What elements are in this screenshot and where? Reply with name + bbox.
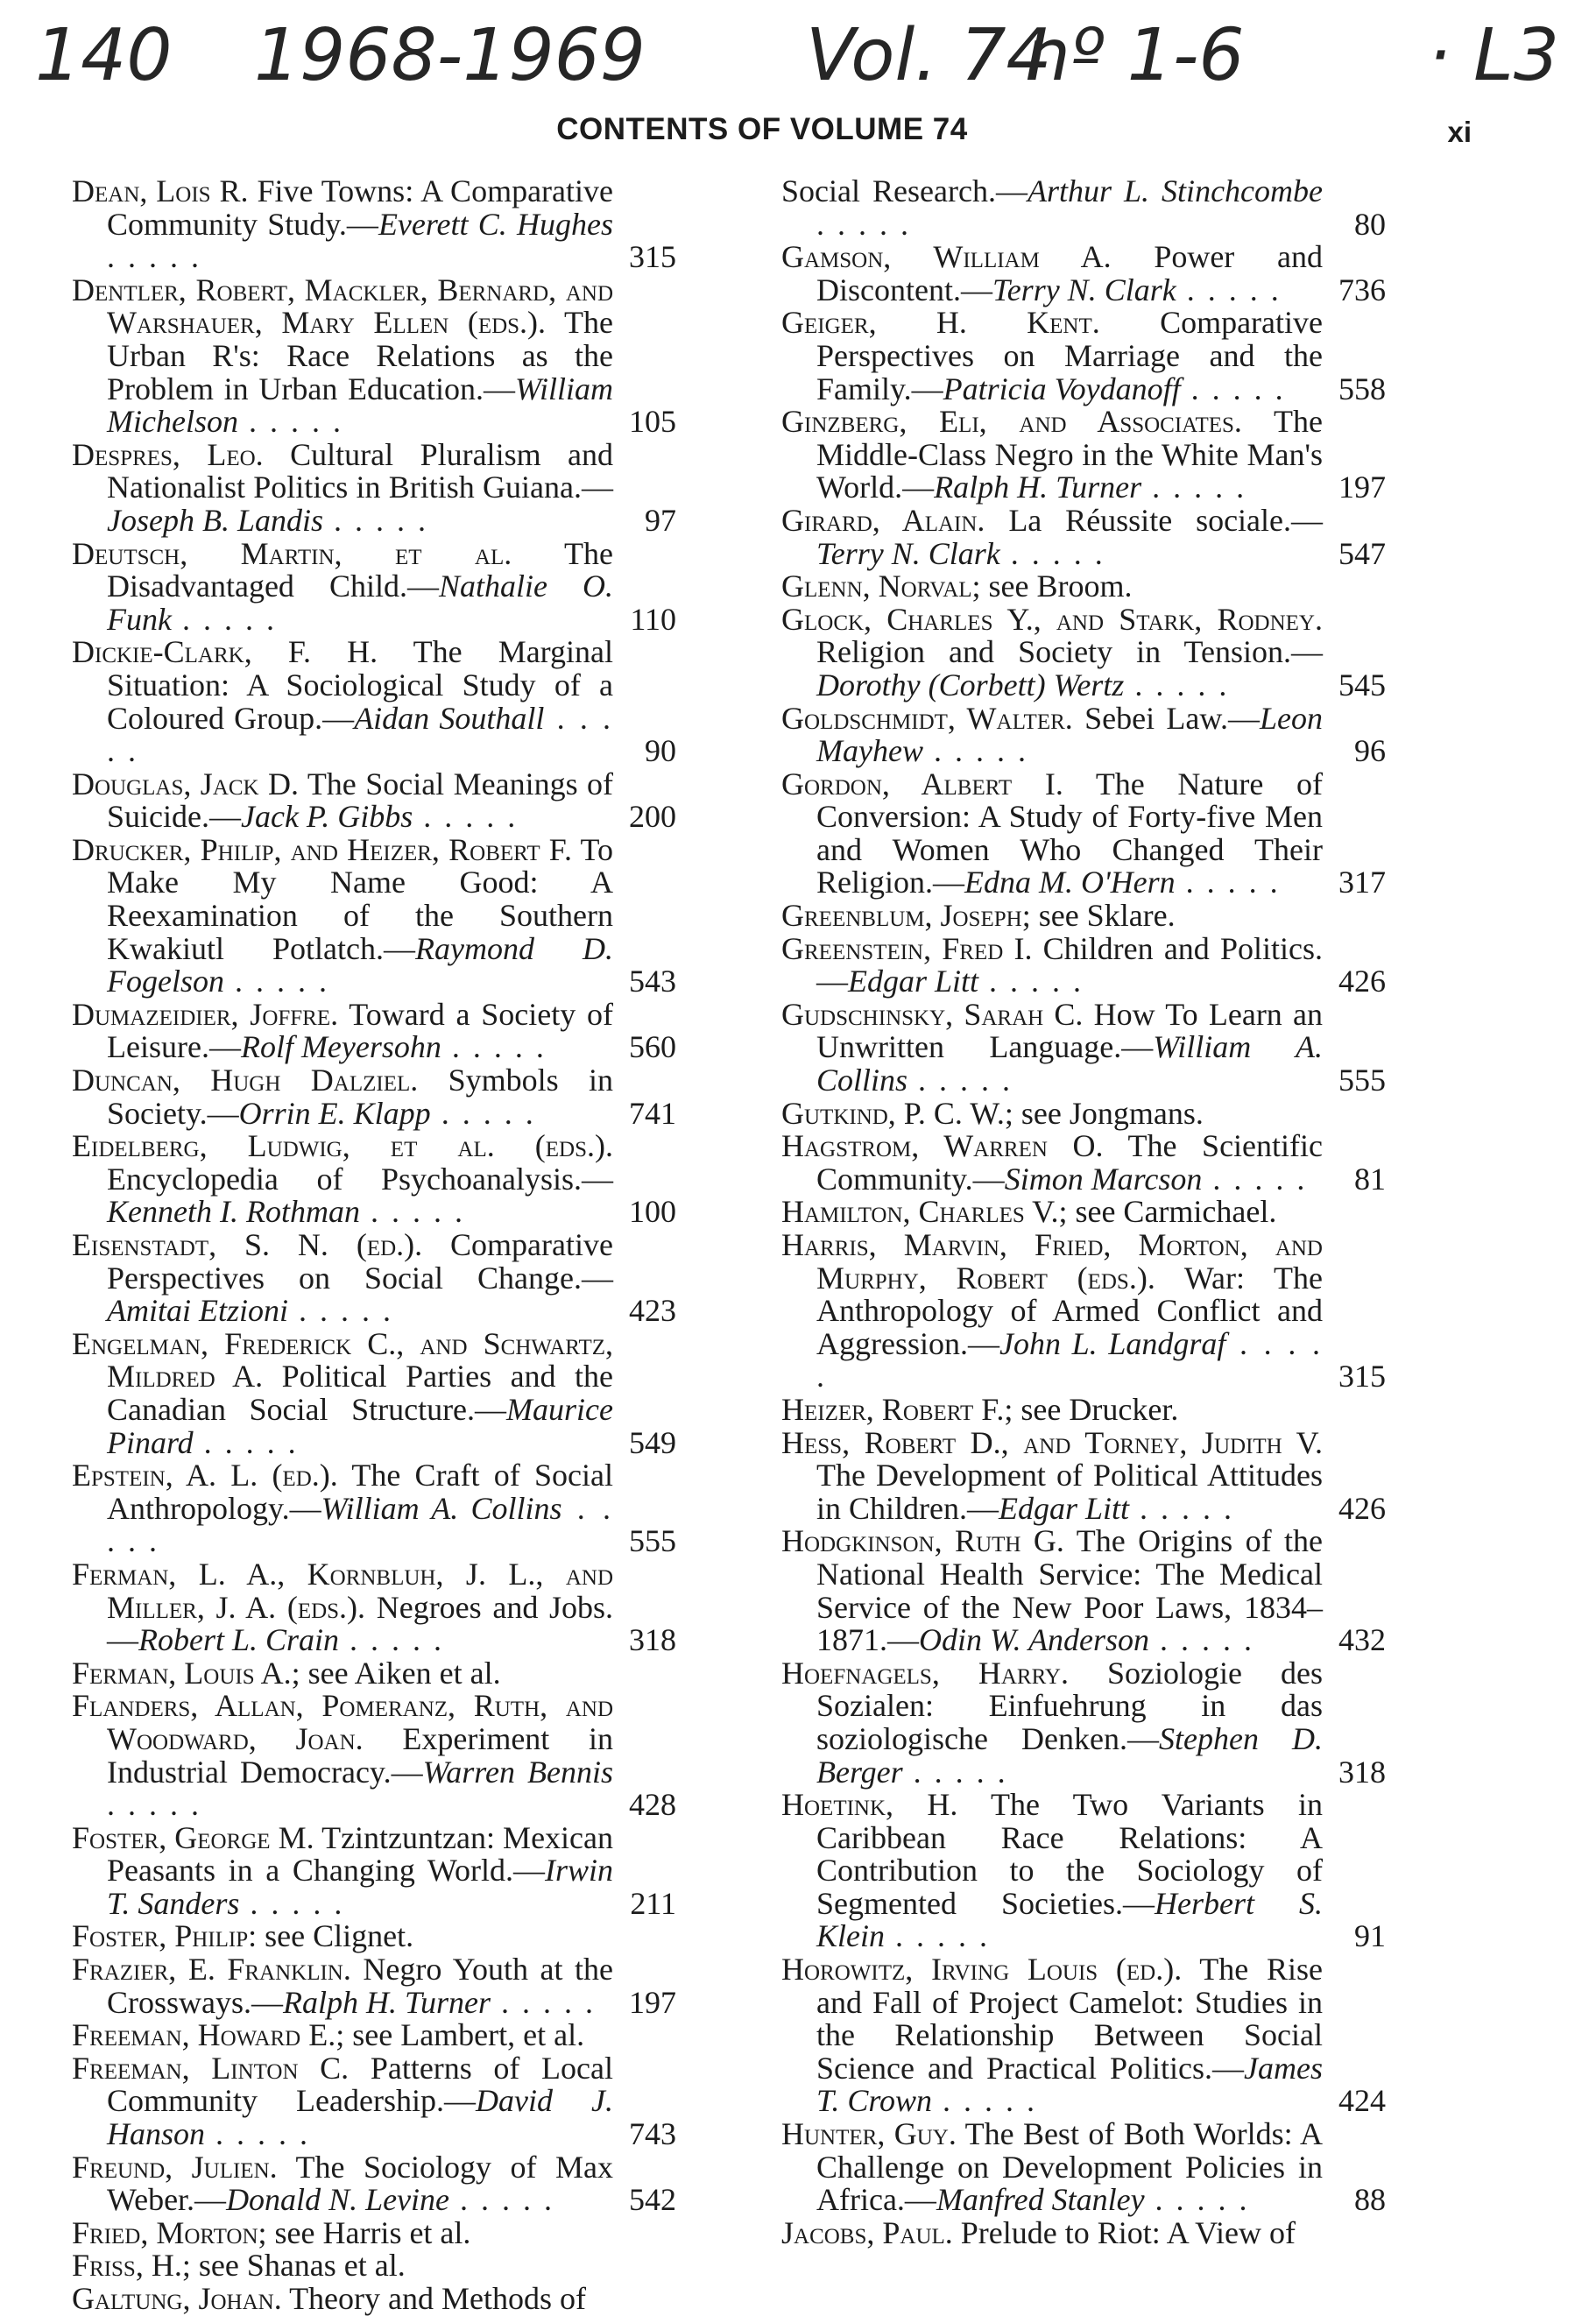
dot-leader: . . . . .: [449, 2182, 555, 2218]
entry-page-number: 424: [1338, 2083, 1386, 2119]
dot-leader: . . . . .: [239, 1885, 345, 1921]
entry-author: Heizer, Robert F.;: [781, 1391, 1013, 1427]
entry-title: Political Parties and the Canadian Social Structure.—: [107, 1359, 614, 1427]
entry-title: The Origins of the National Health Service: The Medical Service of the New Poor Laws, 1834–1871.—: [816, 1523, 1324, 1658]
entry-reviewer: Donald N. Levine: [226, 2182, 450, 2218]
entry-title: Five Towns: A Comparative Community Study.—: [107, 173, 613, 242]
entry-page-number: 105: [629, 404, 676, 440]
entry-reviewer: Aidan Southall: [354, 700, 545, 736]
dot-leader: . . . . .: [816, 1325, 1323, 1395]
entry-reviewer: Arthur L. Stinchcombe: [1027, 173, 1323, 208]
handwritten-note-years: 1968-1969: [254, 14, 646, 97]
entry-reviewer: Leon Mayhew: [816, 700, 1324, 769]
entry-author: Goldschmidt, Walter.: [781, 700, 1073, 736]
dot-leader: . . . . .: [999, 535, 1105, 571]
entry-author: Harris, Marvin, Fried, Morton, and Murphy, Robert (eds.).: [781, 1227, 1323, 1296]
entry-title: Toward a Society of Leisure.—: [107, 996, 613, 1065]
entry-author: Hagstrom, Warren O.: [781, 1128, 1104, 1164]
entry-author: Greenblum, Joseph;: [781, 898, 1031, 934]
dot-leader: . . . . .: [441, 1029, 547, 1065]
page-header: [70, 112, 1472, 156]
handwritten-note-code: · L3: [1428, 14, 1559, 97]
dot-leader: . . . . .: [193, 1424, 299, 1460]
index-entry: [781, 1229, 1386, 1394]
entry-author: Hoetink, H.: [781, 1787, 958, 1823]
dot-leader: . . . . .: [1180, 371, 1286, 406]
entry-reviewer: Amitai Etzioni: [107, 1293, 288, 1329]
entry-reviewer: James T. Crown: [816, 2050, 1323, 2119]
dot-leader: . . . . .: [288, 1293, 393, 1329]
entry-title: see Harris et al.: [274, 2214, 471, 2250]
index-entry: [72, 1690, 676, 1821]
entry-author: Ferman, L. A., Kornbluh, J. L., and Miller, J. A. (eds.).: [72, 1556, 613, 1625]
entry-author: Deutsch, Martin, et al.: [72, 535, 512, 571]
dot-leader: . . . . .: [237, 404, 343, 440]
entry-page-number: 432: [1338, 1622, 1386, 1658]
dot-leader: . . . . .: [223, 964, 329, 999]
entry-reviewer: Robert L. Crain: [138, 1622, 340, 1658]
index-entry: [72, 636, 676, 767]
entry-author: Friss, H.;: [72, 2248, 191, 2284]
index-entry: [72, 436, 676, 538]
entry-author: Glenn, Norval;: [781, 568, 981, 604]
entry-page-number: 90: [645, 733, 676, 769]
entry-title: To Make My Name Good: A Reexamination of the Southern Kwakiutl Potlatch.—: [107, 831, 614, 966]
entry-title: The Sociology of Max Weber.—: [107, 2149, 614, 2218]
entry-author: Hoefnagels, Harry.: [781, 1655, 1069, 1691]
entry-page-number: 315: [629, 239, 676, 275]
index-entry: [781, 241, 1386, 307]
index-entry: [781, 2214, 1386, 2250]
entry-author: Drucker, Philip, and Heizer, Robert F.: [72, 831, 572, 867]
entry-title: Negro Youth at the Crossways.—: [107, 1952, 614, 2020]
index-entry: [72, 768, 676, 834]
index-entry: [72, 1229, 676, 1328]
entry-author: Geiger, H. Kent.: [781, 305, 1100, 341]
entry-reviewer: Ralph H. Turner: [283, 1984, 491, 2020]
entry-title: The Middle-Class Negro in the White Man's World.—: [816, 404, 1323, 505]
entry-author: Gutkind, P. C. W.;: [781, 1095, 1013, 1131]
entry-reviewer: Jack P. Gibbs: [240, 799, 413, 835]
dot-leader: . . . . .: [107, 1490, 613, 1559]
entry-page-number: 428: [629, 1787, 676, 1823]
entry-author: Galtung, Johan.: [72, 2281, 282, 2316]
dot-leader: . . . . .: [1124, 667, 1230, 703]
entry-author: Hunter, Guy.: [781, 2116, 957, 2152]
entry-author: Eidelberg, Ludwig, et al. (eds.).: [72, 1128, 613, 1164]
entry-page-number: 200: [629, 799, 676, 835]
entry-title: The Nature of Conversion: A Study of Forty-five Men and Women Who Changed Their Religion.—: [816, 766, 1323, 900]
index-entry: [72, 274, 676, 439]
right-column: [781, 175, 1386, 2249]
entry-page-number: 549: [629, 1424, 676, 1460]
entry-author: Girard, Alain.: [781, 502, 985, 538]
entry-author: Flanders, Allan, Pomeranz, Ruth, and Woodward, Joan.: [72, 1688, 613, 1756]
entry-reviewer: Joseph B. Landis: [107, 502, 323, 538]
entry-reviewer: Patricia Voydanoff: [943, 371, 1181, 406]
dot-leader: . . . . .: [1202, 1161, 1308, 1197]
entry-title: Patterns of Local Community Leadership.—: [107, 2050, 614, 2119]
entry-author: Dentler, Robert, Mackler, Bernard, and Warshauer, Mary Ellen (eds.).: [72, 272, 613, 341]
running-title: CONTENTS OF VOLUME 74: [556, 112, 968, 146]
index-entry: [781, 1953, 1386, 2118]
index-entry: [781, 1391, 1386, 1427]
entry-title: Comparative Perspectives on Marriage and the Family.—: [816, 305, 1324, 406]
entry-page-number: 88: [1354, 2182, 1386, 2218]
entry-title: The Social Meanings of Suicide.—: [107, 766, 613, 835]
entry-reviewer: David J. Hanson: [107, 2083, 613, 2152]
entry-reviewer: Everett C. Hughes: [378, 206, 613, 242]
entry-reviewer: Ralph H. Turner: [934, 470, 1142, 505]
dot-leader: . . . . .: [816, 206, 911, 242]
dot-leader: . . . . .: [1176, 272, 1282, 307]
entry-reviewer: Simon Marcson: [1004, 1161, 1203, 1197]
index-entry: [781, 1130, 1386, 1196]
left-column: [72, 175, 676, 2316]
entry-author: Hess, Robert D., and Torney, Judith V.: [781, 1424, 1323, 1460]
index-entry: [72, 1657, 676, 1691]
dot-leader: . . . . .: [1149, 1622, 1255, 1658]
index-entry: [781, 1424, 1386, 1526]
entry-page-number: 96: [1354, 733, 1386, 769]
entry-page-number: 547: [1338, 535, 1386, 571]
index-entry: [781, 1657, 1386, 1789]
index-entry: [781, 996, 1386, 1098]
entry-page-number: 423: [629, 1293, 676, 1329]
entry-author: Gamson, William A.: [781, 239, 1112, 275]
index-entry: [781, 502, 1386, 571]
entry-author: Duncan, Hugh Dalziel.: [72, 1063, 419, 1098]
entry-author: Ginzberg, Eli, and Associates.: [781, 404, 1242, 440]
entry-page-number: 318: [1338, 1754, 1386, 1790]
dot-leader: . . . . .: [1129, 1490, 1235, 1526]
entry-page-number: 545: [1338, 667, 1386, 703]
entry-reviewer: Terry N. Clark: [816, 535, 1000, 571]
entry-author: Glock, Charles Y., and Stark, Rodney.: [781, 601, 1323, 637]
entry-title: The Disadvantaged Child.—: [107, 535, 613, 604]
entry-author: Foster, George M.: [72, 1819, 314, 1855]
dot-leader: . . . . .: [205, 2116, 311, 2152]
entry-author: Greenstein, Fred I.: [781, 930, 1033, 966]
entry-reviewer: Dorothy (Corbett) Wertz: [816, 667, 1125, 703]
dot-leader: . . . . .: [359, 1194, 465, 1230]
entry-reviewer: Warren Bennis: [422, 1754, 613, 1790]
index-entry: [72, 2249, 676, 2283]
entry-title: Soziologie des Sozialen: Einfuehrung in das soziologische Denken.—: [816, 1655, 1323, 1756]
entry-title: Encyclopedia of Psychoanalysis.—: [107, 1161, 613, 1197]
entry-title: The Two Variants in Caribbean Race Relations: A Contribution to the Sociology of Segmented Societies.—: [816, 1787, 1323, 1921]
entry-author: Freeman, Linton C.: [72, 2050, 350, 2086]
index-entry: [72, 1325, 676, 1460]
index-entry: [781, 700, 1386, 769]
entry-title: Negroes and Jobs.—: [107, 1589, 613, 1658]
entry-title: Religion and Society in Tension.—: [816, 634, 1323, 670]
dot-leader: . . . . .: [413, 799, 519, 835]
entry-author: Epstein, A. L. (ed.).: [72, 1458, 338, 1493]
entry-author: Engelman, Frederick C., and Schwartz, Mildred A.: [72, 1325, 613, 1395]
entry-author: Gudschinsky, Sarah C.: [781, 996, 1084, 1032]
entry-author: Horowitz, Irving Louis (ed.).: [781, 1952, 1183, 1988]
entry-page-number: 80: [1354, 206, 1386, 242]
entry-page-number: 211: [630, 1885, 676, 1921]
entry-title: Cultural Pluralism and Nationalist Politics in British Guiana.—: [107, 436, 613, 505]
entry-reviewer: Edgar Litt: [848, 964, 979, 999]
dot-leader: . . . . .: [171, 601, 277, 637]
entry-title: see Broom.: [988, 568, 1133, 604]
entry-author: Foster, Philip:: [72, 1918, 258, 1954]
dot-leader: . . . . .: [339, 1622, 445, 1658]
index-entry: [72, 1459, 676, 1558]
entry-title: Theory and Methods of: [289, 2281, 586, 2316]
entry-title: see Jongmans.: [1020, 1095, 1204, 1131]
entry-title: War: The Anthropology of Armed Conflict and Aggression.—: [816, 1260, 1323, 1361]
index-entry: [781, 175, 1386, 241]
entry-title: see Shanas et al.: [198, 2248, 406, 2284]
entry-title: The Scientific Community.—: [816, 1128, 1324, 1197]
dot-leader: . . . . .: [107, 1787, 201, 1823]
entry-reviewer: Raymond D. Fogelson: [107, 930, 613, 999]
index-entry: [72, 2214, 676, 2250]
entry-reviewer: Odin W. Anderson: [919, 1622, 1150, 1658]
dot-leader: . . . . .: [323, 502, 428, 538]
entry-page-number: 555: [1338, 1063, 1386, 1098]
handwritten-note-number: 140: [35, 14, 173, 97]
entry-title: see Clignet.: [265, 1918, 414, 1954]
entry-author: Jacobs, Paul.: [781, 2214, 953, 2250]
entry-reviewer: William Michelson: [107, 371, 613, 440]
entry-reviewer: Edgar Litt: [998, 1490, 1130, 1526]
dot-leader: . . . . .: [491, 1984, 597, 2020]
entry-author: Ferman, Louis A.;: [72, 1655, 300, 1691]
entry-reviewer: Edna M. O'Hern: [964, 865, 1176, 900]
entry-author: Despres, Leo.: [72, 436, 264, 472]
entry-reviewer: John L. Landgraf: [999, 1325, 1226, 1361]
handwritten-note-volume: Vol. 74: [806, 14, 1052, 97]
index-entry: [781, 1095, 1386, 1131]
index-entry: [781, 768, 1386, 900]
entry-reviewer: Orrin E. Klapp: [238, 1095, 431, 1131]
index-entry: [72, 1953, 676, 2019]
index-entry: [72, 2283, 676, 2316]
dot-leader: . . . . .: [1141, 470, 1247, 505]
entry-page-number: 543: [629, 964, 676, 999]
index-entry: [72, 2019, 676, 2052]
index-entry: [72, 1064, 676, 1130]
entry-author: Eisenstadt, S. N. (ed.).: [72, 1227, 423, 1262]
entry-title: Social Research.—: [781, 173, 1028, 208]
dot-leader: . . . . .: [932, 2083, 1038, 2119]
entry-title: The Rise and Fall of Project Camelot: Studies in the Relationship Between Social Science and Practical Politics.—: [816, 1952, 1323, 2086]
entry-title: Comparative Perspectives on Social Change.—: [107, 1227, 613, 1296]
entry-page-number: 555: [629, 1523, 676, 1559]
entry-reviewer: Nathalie O. Funk: [107, 568, 613, 637]
entry-author: Freund, Julien.: [72, 2149, 278, 2185]
index-entry: [781, 1525, 1386, 1656]
dot-leader: . . . . .: [885, 1918, 990, 1954]
page-number: xi: [1447, 116, 1472, 148]
entry-title: see Sklare.: [1038, 898, 1176, 934]
entry-author: Freeman, Howard E.;: [72, 2017, 345, 2053]
entry-title: The Urban R's: Race Relations as the Problem in Urban Education.—: [107, 305, 613, 406]
entry-reviewer: Irwin T. Sanders: [107, 1853, 613, 1921]
entry-page-number: 558: [1338, 371, 1386, 406]
entry-title: La Réussite sociale.—: [1008, 502, 1324, 538]
entry-page-number: 315: [1338, 1359, 1386, 1395]
dot-leader: . . . . .: [107, 700, 614, 769]
entry-page-number: 317: [1338, 865, 1386, 900]
entry-title: see Lambert, et al.: [352, 2017, 585, 2053]
entry-page-number: 197: [1338, 470, 1386, 505]
entry-title: How To Learn an Unwritten Language.—: [816, 996, 1323, 1065]
entry-author: Hodgkinson, Ruth G.: [781, 1523, 1064, 1559]
entry-title: The Development of Political Attitudes in Children.—: [816, 1458, 1323, 1526]
entry-page-number: 743: [629, 2116, 676, 2152]
index-entry: [72, 996, 676, 1065]
entry-reviewer: Manfred Stanley: [936, 2182, 1145, 2218]
entry-page-number: 100: [629, 1194, 676, 1230]
entry-author: Hamilton, Charles V.;: [781, 1194, 1068, 1230]
entry-reviewer: Rolf Meyersohn: [240, 1029, 441, 1065]
entry-page-number: 197: [629, 1984, 676, 2020]
entry-author: Fried, Morton;: [72, 2214, 267, 2250]
index-entry: [781, 2118, 1386, 2217]
entry-page-number: 110: [630, 601, 676, 637]
dot-leader: . . . . .: [902, 1754, 1008, 1790]
entry-reviewer: William A. Collins: [321, 1490, 562, 1526]
entry-reviewer: Herbert S. Klein: [816, 1885, 1323, 1954]
index-entry: [781, 307, 1386, 406]
entry-title: see Drucker.: [1020, 1391, 1179, 1427]
entry-title: The Best of Both Worlds: A Challenge on Development Policies in Africa.—: [816, 2116, 1323, 2218]
entry-title: Sebei Law.—: [1084, 700, 1261, 736]
entry-title: Symbols in Society.—: [107, 1063, 613, 1131]
entry-page-number: 736: [1338, 272, 1386, 307]
entry-title: Prelude to Riot: A View of: [960, 2214, 1296, 2250]
entry-reviewer: Maurice Pinard: [107, 1391, 613, 1460]
entry-author: Frazier, E. Franklin.: [72, 1952, 351, 1988]
entry-page-number: 741: [629, 1095, 676, 1131]
entry-author: Dickie-Clark, F. H.: [72, 634, 378, 670]
entry-title: Tzintzuntzan: Mexican Peasants in a Changing World.—: [107, 1819, 613, 1889]
entry-title: see Carmichael.: [1075, 1194, 1277, 1230]
index-entry: [72, 535, 676, 637]
dot-leader: . . . . .: [1144, 2182, 1250, 2218]
entry-page-number: 97: [645, 502, 676, 538]
index-entry: [72, 175, 676, 274]
dot-leader: . . . . .: [107, 239, 201, 275]
entry-author: Dean, Lois R.: [72, 173, 249, 208]
entry-reviewer: Stephen D. Berger: [816, 1720, 1323, 1790]
index-entry: [781, 900, 1386, 933]
index-entry: [72, 1819, 676, 1921]
index-entry: [781, 1196, 1386, 1229]
entry-reviewer: Terry N. Clark: [992, 272, 1176, 307]
entry-author: Dumazeidier, Joffre.: [72, 996, 339, 1032]
index-entry: [72, 1920, 676, 1953]
index-entry: [72, 2151, 676, 2217]
index-entry: [72, 2052, 676, 2151]
entry-title: Experiment in Industrial Democracy.—: [107, 1720, 614, 1790]
entry-title: Children and Politics.—: [816, 930, 1323, 999]
index-entry: [72, 1130, 676, 1229]
entry-reviewer: Kenneth I. Rothman: [107, 1194, 360, 1230]
entry-page-number: 91: [1354, 1918, 1386, 1954]
entry-title: The Craft of Social Anthropology.—: [107, 1458, 613, 1526]
index-entry: [781, 601, 1386, 703]
entry-page-number: 81: [1354, 1161, 1386, 1197]
entry-title: The Marginal Situation: A Sociological Study of a Coloured Group.—: [107, 634, 613, 736]
entry-title: see Aiken et al.: [307, 1655, 501, 1691]
handwritten-note-issues: nº 1-6: [1025, 14, 1245, 97]
entry-reviewer: William A. Collins: [816, 1029, 1323, 1098]
index-entry: [781, 570, 1386, 604]
index-entry: [781, 1789, 1386, 1953]
dot-leader: . . . . .: [922, 733, 1028, 769]
entry-page-number: 426: [1338, 964, 1386, 999]
dot-leader: . . . . .: [907, 1063, 1013, 1098]
entry-page-number: 542: [629, 2182, 676, 2218]
entry-page-number: 318: [629, 1622, 676, 1658]
entry-page-number: 426: [1338, 1490, 1386, 1526]
entry-title: Power and Discontent.—: [816, 239, 1324, 307]
index-entry: [72, 831, 676, 999]
index-entry: [781, 406, 1386, 505]
dot-leader: . . . . .: [430, 1095, 536, 1131]
index-entry: [781, 930, 1386, 999]
entry-author: Gordon, Albert I.: [781, 766, 1063, 801]
index-entry: [72, 1558, 676, 1657]
entry-author: Douglas, Jack D.: [72, 766, 300, 801]
entry-page-number: 560: [629, 1029, 676, 1065]
dot-leader: . . . . .: [978, 964, 1084, 999]
dot-leader: . . . . .: [1175, 865, 1281, 900]
